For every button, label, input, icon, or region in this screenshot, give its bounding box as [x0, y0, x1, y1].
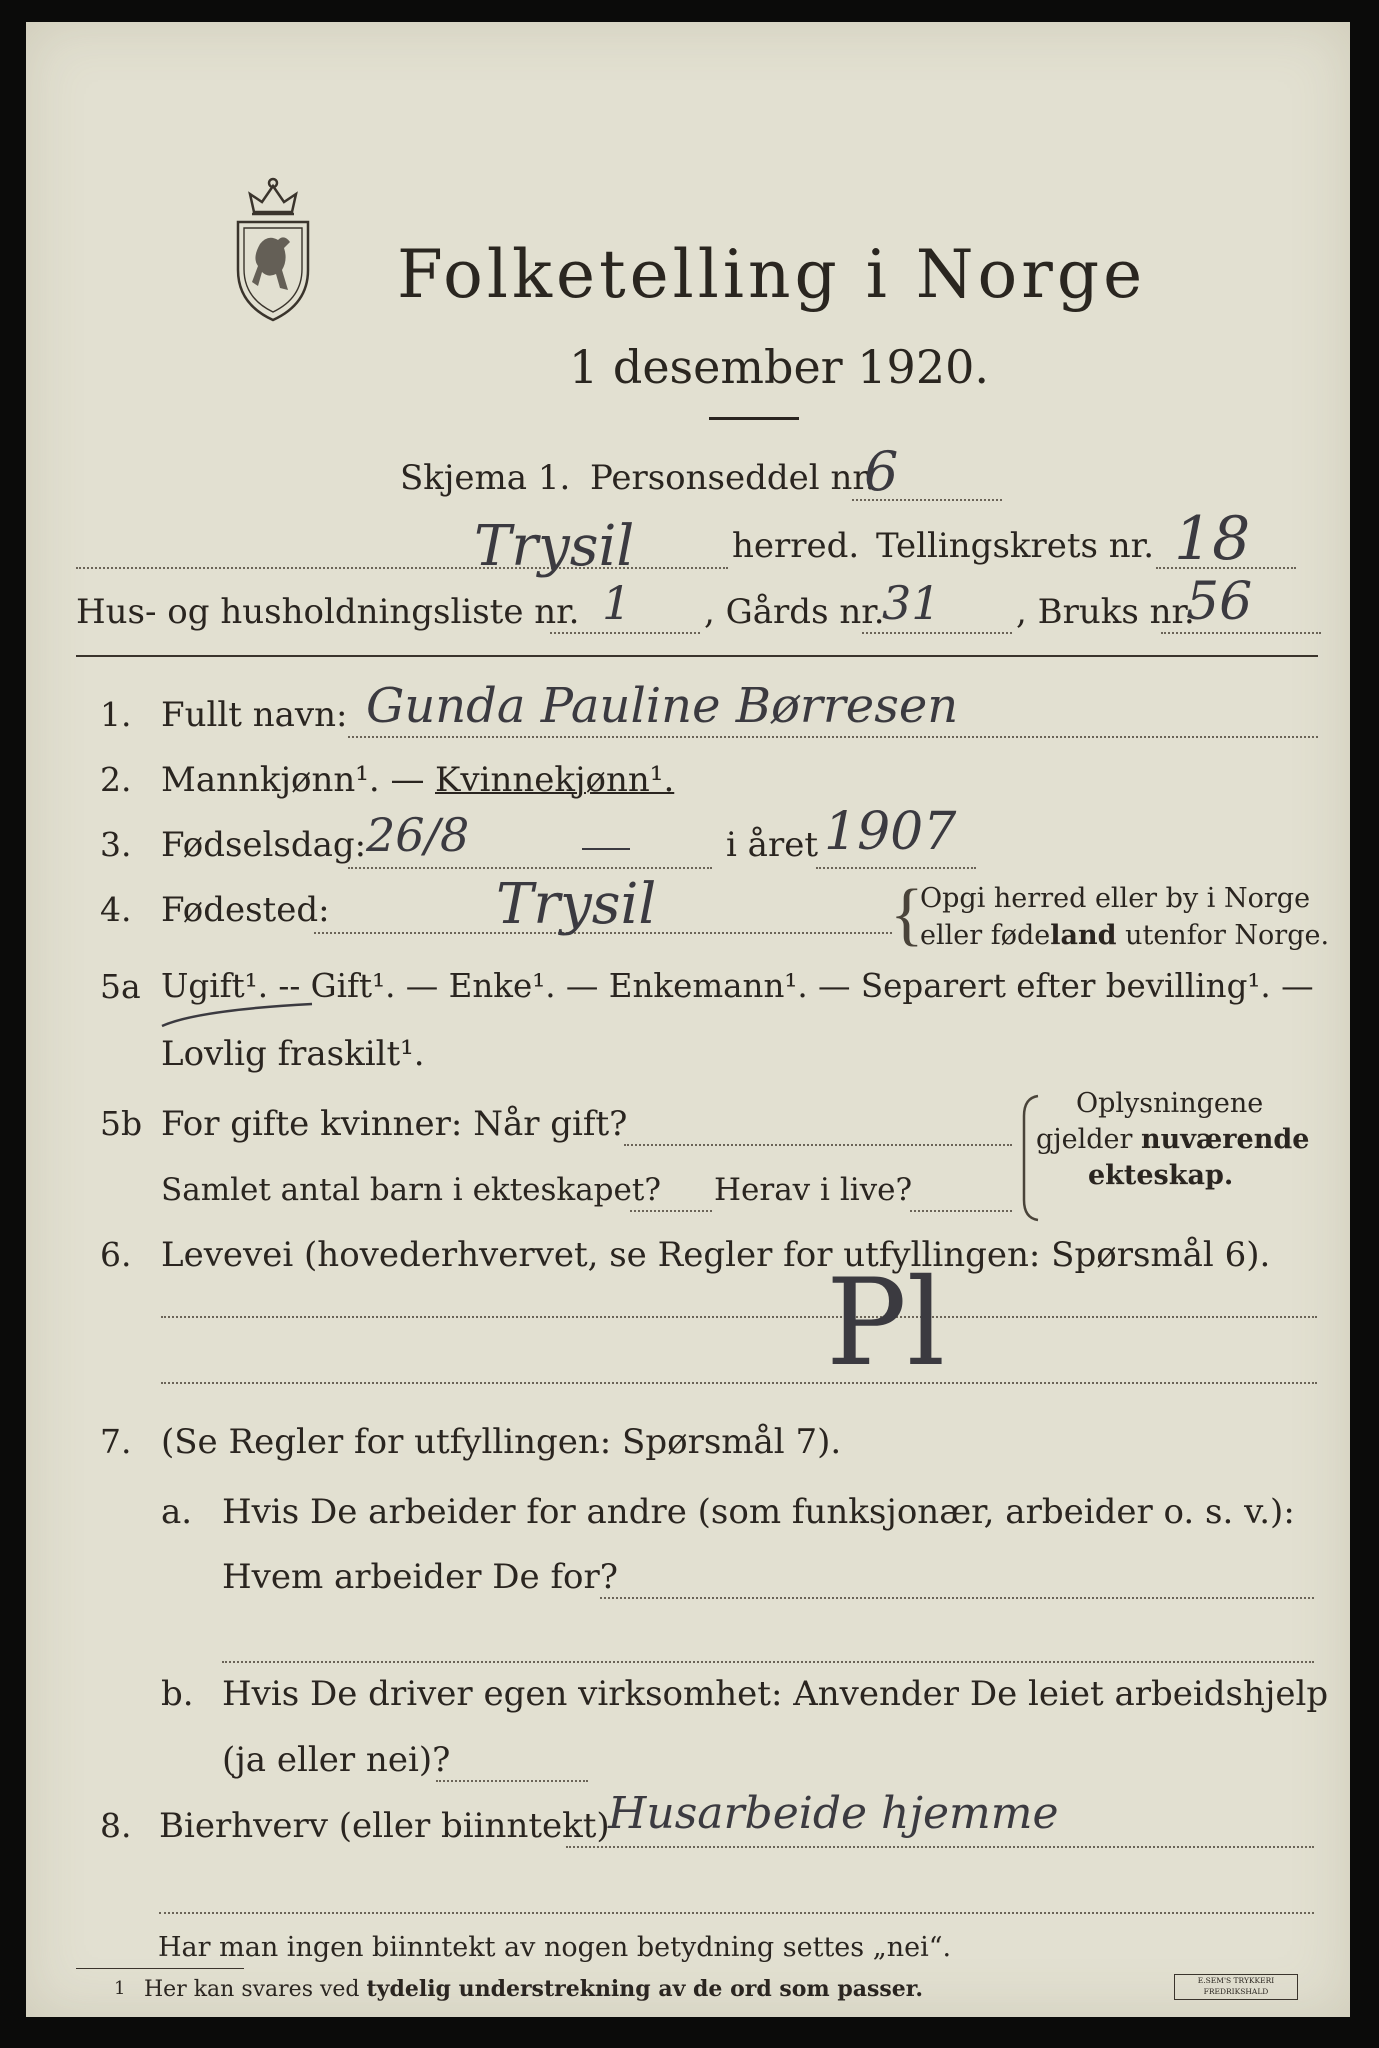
header-divider	[76, 655, 1318, 657]
q7a-number: a.	[161, 1492, 193, 1532]
alive-line	[910, 1210, 1012, 1212]
q7b-number: b.	[161, 1674, 194, 1714]
hired-help-label: (ja eller nei)?	[222, 1740, 451, 1780]
personseddel-value[interactable]: 6	[864, 440, 899, 503]
footer-note: Har man ingen biinntekt av nogen betydning settes „nei“.	[158, 1932, 952, 1963]
q5a-number: 5a	[100, 967, 141, 1006]
husliste-label: Hus- og husholdningsliste nr.	[76, 592, 580, 632]
side-income-line-1	[566, 1846, 1314, 1848]
birthday-dash	[582, 848, 630, 850]
q4-number: 4.	[100, 890, 132, 929]
gards-line	[862, 632, 1012, 634]
printer-stamp: E.SEM'S TRYKKERI FREDRIKSHALD	[1174, 1974, 1298, 2000]
married-when-line	[624, 1144, 1012, 1146]
occupation-line-1	[161, 1316, 1317, 1318]
occupation-value[interactable]: Pl	[826, 1254, 946, 1393]
q8-label: Bierhverv (eller biinntekt)	[159, 1806, 610, 1846]
q7b-question: Hvis De driver egen virksomhet: Anvender De leiet arbeidshjelp	[222, 1674, 1329, 1714]
ugift-underline-mark	[158, 1000, 318, 1030]
norwegian-coat-of-arms-icon	[232, 174, 314, 324]
q6-label: Levevei (hovederhvervet, se Regler for utfyllingen: Spørsmål 6).	[161, 1235, 1271, 1275]
husliste-value[interactable]: 1	[602, 576, 632, 630]
employer-line-1	[600, 1597, 1314, 1599]
q5b-note-2: gjelder nuværende	[1036, 1124, 1310, 1155]
title-divider	[709, 417, 799, 420]
q1-number: 1.	[100, 695, 132, 734]
children-label: Samlet antal barn i ekteskapet?	[161, 1172, 661, 1208]
year-line	[816, 867, 976, 869]
q4-brace: {	[890, 876, 924, 953]
footnote-divider	[76, 1968, 244, 1969]
tellingskrets-value[interactable]: 18	[1174, 504, 1251, 574]
marital-status-options[interactable]: Ugift¹. -- Gift¹. — Enke¹. — Enkemann¹. — Separert efter bevilling¹. —	[161, 967, 1314, 1005]
q7-label: (Se Regler for utfyllingen: Spørsmål 7).	[161, 1422, 842, 1462]
q3-label: Fødselsdag:	[161, 825, 367, 865]
q4-note-2: eller fødeland utenfor Norge.	[920, 920, 1330, 951]
full-name-value[interactable]: Gunda Pauline Børresen	[366, 678, 959, 734]
gards-label: , Gårds nr.	[704, 592, 885, 632]
footnote-text: Her kan svares ved tydelig understrekning av de ord som passer.	[144, 1976, 924, 2002]
q6-number: 6.	[100, 1235, 132, 1274]
birthday-value[interactable]: 26/8	[366, 808, 470, 862]
q7a-question: Hvis De arbeider for andre (som funksjonær, arbeider o. s. v.):	[222, 1492, 1295, 1532]
q1-line	[348, 736, 1318, 738]
occupation-line-2	[161, 1382, 1317, 1384]
divorced-option[interactable]: Lovlig fraskilt¹.	[161, 1034, 425, 1074]
q5b-number: 5b	[100, 1104, 143, 1143]
birth-year-value[interactable]: 1907	[824, 802, 957, 862]
form-title: Folketelling i Norge	[397, 236, 1147, 313]
q4-note-1: Opgi herred eller by i Norge	[920, 883, 1311, 914]
q4-label: Fødested:	[161, 890, 330, 930]
q5b-bracket	[1012, 1092, 1042, 1224]
bruks-label: , Bruks nr.	[1016, 592, 1195, 632]
q8-number: 8.	[100, 1806, 132, 1845]
side-income-value[interactable]: Husarbeide hjemme	[608, 1788, 1059, 1839]
q1-label: Fullt navn:	[161, 695, 348, 735]
employer-line-2	[222, 1661, 1314, 1663]
footnote-marker: 1	[114, 1978, 126, 1999]
bruks-line	[1161, 632, 1321, 634]
tellingskrets-label: Tellingskrets nr.	[876, 526, 1155, 566]
side-income-line-2	[159, 1912, 1314, 1914]
gards-value[interactable]: 31	[882, 576, 941, 630]
herred-value[interactable]: Trysil	[474, 514, 635, 579]
personseddel-label: Personseddel nr.	[590, 458, 876, 498]
employer-label: Hvem arbeider De for?	[222, 1557, 618, 1597]
husliste-line	[550, 632, 700, 634]
birthplace-value[interactable]: Trysil	[496, 872, 657, 937]
q5b-note-3: ekteskap.	[1088, 1160, 1234, 1191]
herred-label: herred.	[732, 526, 860, 566]
alive-label: Herav i live?	[714, 1172, 913, 1208]
bruks-value[interactable]: 56	[1186, 572, 1253, 632]
birthday-line	[348, 867, 712, 869]
q2-number: 2.	[100, 760, 132, 799]
skjema-label: Skjema 1.	[400, 458, 571, 498]
q5b-note-1: Oplysningene	[1076, 1088, 1264, 1119]
q3-number: 3.	[100, 825, 132, 864]
children-line	[630, 1210, 712, 1212]
female-option[interactable]: Kvinnekjønn¹.	[435, 760, 675, 800]
q7-number: 7.	[100, 1422, 132, 1461]
year-label: i året	[726, 825, 818, 865]
married-when-label: For gifte kvinner: Når gift?	[161, 1104, 628, 1144]
census-form-page	[26, 22, 1350, 2017]
census-date: 1 desember 1920.	[569, 340, 989, 394]
hired-help-line	[436, 1780, 588, 1782]
male-option[interactable]: Mannkjønn¹. —	[161, 760, 425, 800]
